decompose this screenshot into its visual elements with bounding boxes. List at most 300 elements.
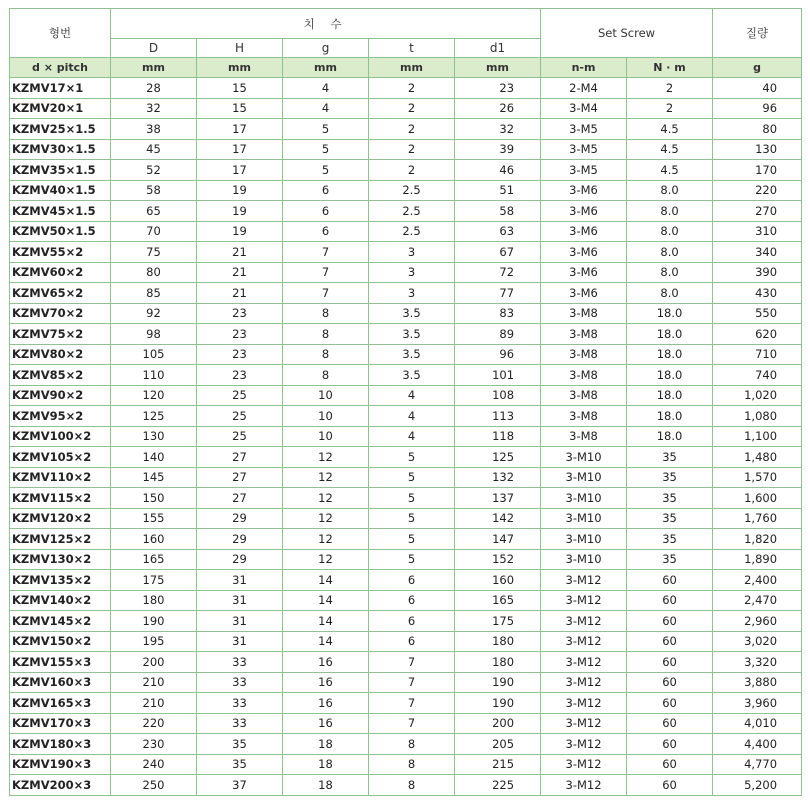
- cell-D: 105: [111, 344, 197, 365]
- table-row: [10, 242, 802, 263]
- cell-d1: 101: [455, 365, 541, 386]
- cell-d1: 83: [455, 303, 541, 324]
- cell-t: 3.5: [369, 344, 455, 365]
- cell-t: 3: [369, 242, 455, 263]
- cell-D: 70: [111, 221, 197, 242]
- cell-torque: 35: [627, 467, 713, 488]
- cell-screw: 3-M12: [541, 652, 627, 673]
- cell-g: 10: [283, 406, 369, 427]
- cell-H: 25: [197, 406, 283, 427]
- table-row: [10, 590, 802, 611]
- cell-D: 240: [111, 754, 197, 775]
- cell-torque: 60: [627, 754, 713, 775]
- cell-g: 16: [283, 672, 369, 693]
- cell-model: KZMV165×3: [10, 693, 111, 714]
- cell-torque: 35: [627, 488, 713, 509]
- cell-H: 35: [197, 754, 283, 775]
- table-row: [10, 221, 802, 242]
- cell-weight: 620: [713, 324, 802, 345]
- cell-model: KZMV105×2: [10, 447, 111, 468]
- table-row: [10, 160, 802, 181]
- cell-H: 35: [197, 734, 283, 755]
- cell-t: 6: [369, 590, 455, 611]
- cell-D: 80: [111, 262, 197, 283]
- cell-model: KZMV65×2: [10, 283, 111, 304]
- cell-model: KZMV80×2: [10, 344, 111, 365]
- spec-table-container: [9, 8, 801, 796]
- cell-H: 33: [197, 672, 283, 693]
- cell-t: 2: [369, 98, 455, 119]
- cell-D: 190: [111, 611, 197, 632]
- table-row: [10, 529, 802, 550]
- cell-weight: 1,600: [713, 488, 802, 509]
- table-row: [10, 447, 802, 468]
- cell-d1: 77: [455, 283, 541, 304]
- unit-d1: mm: [455, 58, 541, 78]
- cell-H: 31: [197, 631, 283, 652]
- cell-g: 7: [283, 262, 369, 283]
- cell-H: 33: [197, 652, 283, 673]
- unit-H: mm: [197, 58, 283, 78]
- table-row: [10, 734, 802, 755]
- cell-weight: 740: [713, 365, 802, 386]
- cell-weight: 130: [713, 139, 802, 160]
- cell-D: 155: [111, 508, 197, 529]
- cell-H: 23: [197, 365, 283, 386]
- cell-H: 25: [197, 385, 283, 406]
- cell-model: KZMV95×2: [10, 406, 111, 427]
- cell-D: 32: [111, 98, 197, 119]
- cell-D: 58: [111, 180, 197, 201]
- table-row: [10, 98, 802, 119]
- cell-g: 8: [283, 365, 369, 386]
- cell-torque: 60: [627, 631, 713, 652]
- cell-weight: 4,010: [713, 713, 802, 734]
- cell-D: 28: [111, 78, 197, 99]
- cell-screw: 3-M10: [541, 467, 627, 488]
- cell-weight: 1,820: [713, 529, 802, 550]
- header-set-screw: Set Screw: [541, 9, 713, 58]
- cell-d1: 72: [455, 262, 541, 283]
- cell-torque: 2: [627, 98, 713, 119]
- table-row: [10, 78, 802, 99]
- cell-t: 2.5: [369, 221, 455, 242]
- cell-H: 23: [197, 344, 283, 365]
- cell-H: 27: [197, 447, 283, 468]
- cell-t: 5: [369, 467, 455, 488]
- cell-d1: 225: [455, 775, 541, 796]
- cell-weight: 550: [713, 303, 802, 324]
- cell-screw: 3-M12: [541, 590, 627, 611]
- cell-d1: 180: [455, 631, 541, 652]
- table-row: [10, 385, 802, 406]
- cell-torque: 60: [627, 775, 713, 796]
- cell-d1: 147: [455, 529, 541, 550]
- cell-d1: 63: [455, 221, 541, 242]
- cell-torque: 35: [627, 508, 713, 529]
- cell-torque: 60: [627, 570, 713, 591]
- cell-model: KZMV20×1: [10, 98, 111, 119]
- cell-torque: 60: [627, 590, 713, 611]
- cell-model: KZMV55×2: [10, 242, 111, 263]
- cell-D: 120: [111, 385, 197, 406]
- cell-d1: 67: [455, 242, 541, 263]
- cell-torque: 4.5: [627, 139, 713, 160]
- cell-g: 6: [283, 180, 369, 201]
- cell-model: KZMV170×3: [10, 713, 111, 734]
- cell-weight: 310: [713, 221, 802, 242]
- cell-torque: 8.0: [627, 180, 713, 201]
- cell-D: 92: [111, 303, 197, 324]
- cell-weight: 2,470: [713, 590, 802, 611]
- cell-H: 33: [197, 693, 283, 714]
- cell-screw: 3-M8: [541, 344, 627, 365]
- cell-d1: 26: [455, 98, 541, 119]
- cell-d1: 205: [455, 734, 541, 755]
- cell-t: 7: [369, 672, 455, 693]
- cell-weight: 3,320: [713, 652, 802, 673]
- cell-screw: 3-M8: [541, 365, 627, 386]
- cell-H: 25: [197, 426, 283, 447]
- table-row: [10, 303, 802, 324]
- cell-d1: 190: [455, 693, 541, 714]
- cell-d1: 137: [455, 488, 541, 509]
- header-D: D: [111, 39, 197, 58]
- cell-torque: 60: [627, 734, 713, 755]
- cell-d1: 118: [455, 426, 541, 447]
- cell-weight: 4,770: [713, 754, 802, 775]
- cell-g: 12: [283, 508, 369, 529]
- cell-H: 33: [197, 713, 283, 734]
- cell-D: 38: [111, 119, 197, 140]
- cell-H: 15: [197, 78, 283, 99]
- cell-t: 3: [369, 283, 455, 304]
- cell-weight: 1,080: [713, 406, 802, 427]
- cell-model: KZMV155×3: [10, 652, 111, 673]
- cell-g: 18: [283, 734, 369, 755]
- cell-d1: 108: [455, 385, 541, 406]
- cell-model: KZMV70×2: [10, 303, 111, 324]
- cell-D: 65: [111, 201, 197, 222]
- cell-d1: 39: [455, 139, 541, 160]
- cell-H: 29: [197, 529, 283, 550]
- cell-model: KZMV50×1.5: [10, 221, 111, 242]
- cell-H: 21: [197, 262, 283, 283]
- cell-g: 18: [283, 775, 369, 796]
- cell-screw: 3-M12: [541, 734, 627, 755]
- cell-torque: 18.0: [627, 324, 713, 345]
- cell-g: 10: [283, 385, 369, 406]
- cell-d1: 51: [455, 180, 541, 201]
- cell-d1: 125: [455, 447, 541, 468]
- spec-table: [9, 8, 802, 796]
- cell-screw: 3-M12: [541, 570, 627, 591]
- cell-g: 12: [283, 549, 369, 570]
- cell-weight: 710: [713, 344, 802, 365]
- cell-g: 7: [283, 283, 369, 304]
- table-row: [10, 754, 802, 775]
- cell-d1: 215: [455, 754, 541, 775]
- unit-g: mm: [283, 58, 369, 78]
- cell-t: 4: [369, 426, 455, 447]
- cell-weight: 1,570: [713, 467, 802, 488]
- table-row: [10, 652, 802, 673]
- table-row: [10, 672, 802, 693]
- cell-weight: 1,480: [713, 447, 802, 468]
- cell-t: 2.5: [369, 180, 455, 201]
- cell-screw: 3-M8: [541, 426, 627, 447]
- table-row: [10, 283, 802, 304]
- cell-screw: 3-M12: [541, 713, 627, 734]
- cell-t: 5: [369, 488, 455, 509]
- cell-t: 2: [369, 139, 455, 160]
- cell-D: 180: [111, 590, 197, 611]
- cell-g: 7: [283, 242, 369, 263]
- cell-g: 6: [283, 221, 369, 242]
- cell-t: 5: [369, 508, 455, 529]
- cell-g: 5: [283, 160, 369, 181]
- cell-weight: 1,020: [713, 385, 802, 406]
- cell-H: 17: [197, 139, 283, 160]
- cell-model: KZMV190×3: [10, 754, 111, 775]
- cell-model: KZMV90×2: [10, 385, 111, 406]
- cell-H: 19: [197, 180, 283, 201]
- cell-d1: 58: [455, 201, 541, 222]
- cell-D: 195: [111, 631, 197, 652]
- cell-d1: 46: [455, 160, 541, 181]
- table-row: [10, 426, 802, 447]
- cell-d1: 142: [455, 508, 541, 529]
- cell-D: 175: [111, 570, 197, 591]
- cell-g: 16: [283, 713, 369, 734]
- unit-D: mm: [111, 58, 197, 78]
- cell-model: KZMV17×1: [10, 78, 111, 99]
- cell-weight: 340: [713, 242, 802, 263]
- cell-weight: 1,760: [713, 508, 802, 529]
- cell-d1: 23: [455, 78, 541, 99]
- cell-torque: 60: [627, 652, 713, 673]
- cell-g: 4: [283, 78, 369, 99]
- cell-d1: 175: [455, 611, 541, 632]
- table-row: [10, 365, 802, 386]
- cell-g: 12: [283, 488, 369, 509]
- cell-model: KZMV125×2: [10, 529, 111, 550]
- cell-D: 140: [111, 447, 197, 468]
- cell-weight: 96: [713, 98, 802, 119]
- cell-torque: 60: [627, 693, 713, 714]
- cell-t: 2: [369, 119, 455, 140]
- cell-t: 3.5: [369, 365, 455, 386]
- cell-D: 45: [111, 139, 197, 160]
- cell-d1: 132: [455, 467, 541, 488]
- cell-screw: 3-M12: [541, 631, 627, 652]
- unit-model: d × pitch: [10, 58, 111, 78]
- cell-H: 21: [197, 283, 283, 304]
- cell-H: 23: [197, 303, 283, 324]
- cell-model: KZMV35×1.5: [10, 160, 111, 181]
- cell-t: 3: [369, 262, 455, 283]
- cell-screw: 3-M5: [541, 160, 627, 181]
- table-row: [10, 693, 802, 714]
- cell-H: 31: [197, 570, 283, 591]
- cell-H: 37: [197, 775, 283, 796]
- table-row: [10, 488, 802, 509]
- table-row: [10, 549, 802, 570]
- cell-weight: 40: [713, 78, 802, 99]
- cell-torque: 8.0: [627, 242, 713, 263]
- cell-model: KZMV120×2: [10, 508, 111, 529]
- table-row: [10, 775, 802, 796]
- cell-g: 12: [283, 447, 369, 468]
- cell-D: 125: [111, 406, 197, 427]
- cell-weight: 4,400: [713, 734, 802, 755]
- cell-torque: 35: [627, 549, 713, 570]
- cell-t: 5: [369, 447, 455, 468]
- cell-screw: 3-M8: [541, 406, 627, 427]
- cell-g: 10: [283, 426, 369, 447]
- table-row: [10, 201, 802, 222]
- cell-g: 18: [283, 754, 369, 775]
- cell-d1: 96: [455, 344, 541, 365]
- cell-D: 165: [111, 549, 197, 570]
- cell-weight: 2,960: [713, 611, 802, 632]
- cell-D: 145: [111, 467, 197, 488]
- cell-g: 14: [283, 570, 369, 591]
- cell-t: 5: [369, 529, 455, 550]
- cell-torque: 8.0: [627, 283, 713, 304]
- cell-model: KZMV135×2: [10, 570, 111, 591]
- cell-weight: 80: [713, 119, 802, 140]
- cell-screw: 2-M4: [541, 78, 627, 99]
- cell-torque: 8.0: [627, 201, 713, 222]
- cell-model: KZMV100×2: [10, 426, 111, 447]
- cell-t: 7: [369, 652, 455, 673]
- cell-H: 19: [197, 201, 283, 222]
- cell-g: 5: [283, 139, 369, 160]
- cell-screw: 3-M4: [541, 98, 627, 119]
- cell-D: 220: [111, 713, 197, 734]
- cell-g: 14: [283, 631, 369, 652]
- cell-torque: 60: [627, 672, 713, 693]
- cell-D: 210: [111, 693, 197, 714]
- cell-screw: 3-M8: [541, 385, 627, 406]
- cell-t: 6: [369, 631, 455, 652]
- header-t: t: [369, 39, 455, 58]
- header-H: H: [197, 39, 283, 58]
- cell-torque: 35: [627, 447, 713, 468]
- table-row: [10, 467, 802, 488]
- cell-t: 6: [369, 611, 455, 632]
- cell-screw: 3-M5: [541, 139, 627, 160]
- cell-D: 98: [111, 324, 197, 345]
- cell-weight: 1,890: [713, 549, 802, 570]
- table-row: [10, 570, 802, 591]
- cell-t: 3.5: [369, 303, 455, 324]
- cell-H: 29: [197, 549, 283, 570]
- cell-D: 52: [111, 160, 197, 181]
- cell-t: 3.5: [369, 324, 455, 345]
- cell-screw: 3-M12: [541, 611, 627, 632]
- cell-screw: 3-M10: [541, 529, 627, 550]
- cell-weight: 1,100: [713, 426, 802, 447]
- cell-t: 4: [369, 406, 455, 427]
- cell-torque: 60: [627, 713, 713, 734]
- cell-g: 14: [283, 611, 369, 632]
- cell-model: KZMV145×2: [10, 611, 111, 632]
- cell-torque: 35: [627, 529, 713, 550]
- cell-model: KZMV110×2: [10, 467, 111, 488]
- cell-weight: 5,200: [713, 775, 802, 796]
- cell-g: 8: [283, 324, 369, 345]
- cell-torque: 4.5: [627, 119, 713, 140]
- cell-weight: 3,880: [713, 672, 802, 693]
- cell-D: 130: [111, 426, 197, 447]
- cell-torque: 2: [627, 78, 713, 99]
- unit-weight: g: [713, 58, 802, 78]
- cell-D: 250: [111, 775, 197, 796]
- cell-model: KZMV85×2: [10, 365, 111, 386]
- table-row: [10, 139, 802, 160]
- cell-d1: 160: [455, 570, 541, 591]
- cell-H: 27: [197, 467, 283, 488]
- cell-d1: 152: [455, 549, 541, 570]
- cell-screw: 3-M10: [541, 508, 627, 529]
- cell-d1: 200: [455, 713, 541, 734]
- unit-t: mm: [369, 58, 455, 78]
- cell-H: 29: [197, 508, 283, 529]
- cell-H: 15: [197, 98, 283, 119]
- unit-screw: n-m: [541, 58, 627, 78]
- cell-model: KZMV200×3: [10, 775, 111, 796]
- header-model: 형번: [10, 9, 111, 58]
- cell-screw: 3-M10: [541, 488, 627, 509]
- table-row: [10, 344, 802, 365]
- cell-screw: 3-M6: [541, 242, 627, 263]
- cell-model: KZMV25×1.5: [10, 119, 111, 140]
- cell-weight: 170: [713, 160, 802, 181]
- table-row: [10, 631, 802, 652]
- cell-model: KZMV75×2: [10, 324, 111, 345]
- cell-model: KZMV115×2: [10, 488, 111, 509]
- cell-d1: 180: [455, 652, 541, 673]
- cell-D: 75: [111, 242, 197, 263]
- cell-model: KZMV140×2: [10, 590, 111, 611]
- cell-D: 85: [111, 283, 197, 304]
- cell-t: 2.5: [369, 201, 455, 222]
- cell-screw: 3-M6: [541, 201, 627, 222]
- cell-torque: 4.5: [627, 160, 713, 181]
- cell-H: 31: [197, 611, 283, 632]
- cell-t: 7: [369, 693, 455, 714]
- cell-weight: 2,400: [713, 570, 802, 591]
- cell-t: 6: [369, 570, 455, 591]
- cell-D: 230: [111, 734, 197, 755]
- cell-screw: 3-M10: [541, 549, 627, 570]
- cell-model: KZMV60×2: [10, 262, 111, 283]
- cell-model: KZMV30×1.5: [10, 139, 111, 160]
- table-row: [10, 713, 802, 734]
- cell-model: KZMV160×3: [10, 672, 111, 693]
- header-g: g: [283, 39, 369, 58]
- unit-torque: N · m: [627, 58, 713, 78]
- cell-torque: 18.0: [627, 365, 713, 386]
- cell-model: KZMV130×2: [10, 549, 111, 570]
- cell-t: 8: [369, 734, 455, 755]
- cell-torque: 60: [627, 611, 713, 632]
- cell-screw: 3-M6: [541, 221, 627, 242]
- cell-H: 23: [197, 324, 283, 345]
- cell-D: 210: [111, 672, 197, 693]
